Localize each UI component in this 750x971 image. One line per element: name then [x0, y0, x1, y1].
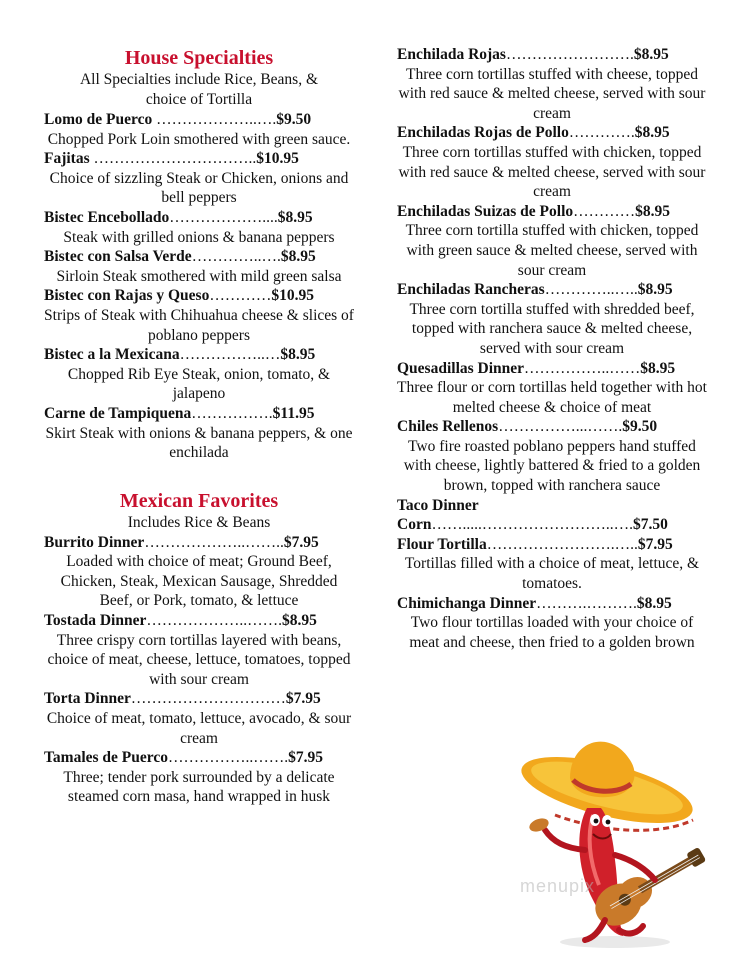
- leader-dots: ………………..….: [152, 111, 277, 128]
- item-price: $8.95: [280, 346, 316, 364]
- leader-dots: …………………….…..: [486, 535, 638, 553]
- menu-item: [44, 110, 354, 149]
- item-price: $9.50: [276, 111, 312, 128]
- item-name: Bistec con Rajas y Queso: [44, 287, 210, 305]
- item-price: $8.95: [633, 46, 669, 63]
- item-price: $7.95: [283, 533, 319, 551]
- leader-dots: ……….……….: [536, 594, 637, 612]
- leader-dots: ………………....: [169, 208, 278, 226]
- menu-item: [44, 611, 354, 689]
- item-name: Fajitas: [44, 150, 90, 168]
- leader-dots: …….....……………………..….: [431, 516, 633, 534]
- menu-item: [44, 247, 354, 286]
- item-name: Chimichanga Dinner: [397, 594, 537, 612]
- item-price: $9.50: [622, 418, 658, 436]
- leader-dots: ……………...…….: [498, 418, 623, 436]
- item-price: $8.95: [635, 202, 671, 220]
- leader-dots: ……………..…: [179, 346, 281, 364]
- menu-item: [44, 345, 354, 404]
- menu-item: [44, 689, 354, 748]
- menu-item: [397, 202, 707, 280]
- leader-dots: …………: [209, 287, 272, 305]
- item-name: Enchiladas Rancheras: [397, 281, 545, 299]
- item-description: Tortillas filled with a choice of meat, lettuce, & tomatoes.: [404, 555, 700, 593]
- leader-dots: …………………………: [130, 690, 286, 708]
- item-name: Bistec a la Mexicana: [44, 346, 180, 364]
- item-description: Two fire roasted poblano peppers hand stuffed with cheese, lightly battered & fried to a golden brown, topped with ranchera sauce: [403, 437, 701, 495]
- item-description: Three flour or corn tortillas held together with hot melted cheese & choice of meat: [397, 379, 707, 416]
- item-price: $8.95: [277, 208, 313, 226]
- chili-pepper-mariachi-icon: [515, 720, 715, 950]
- menu-item: [44, 404, 354, 463]
- item-description: Steak with grilled onions & banana peppers: [63, 228, 335, 246]
- item-name: Enchiladas Suizas de Pollo: [397, 202, 574, 220]
- watermark: menupix: [520, 876, 596, 896]
- menu-item: [397, 417, 707, 495]
- item-name: Carne de Tampiquena: [44, 404, 192, 422]
- item-description: Sirloin Steak smothered with mild green salsa: [56, 267, 342, 285]
- item-name: Corn: [397, 516, 432, 534]
- leader-dots: …………………….: [505, 46, 634, 63]
- item-name: Bistec con Salsa Verde: [44, 248, 192, 266]
- leader-dots: …………..…..: [544, 281, 638, 299]
- menu-item: [44, 286, 354, 345]
- item-price: $8.95: [636, 594, 672, 612]
- item-name: Enchilada Rojas: [397, 46, 506, 63]
- menu-item: [397, 280, 707, 358]
- item-name: Flour Tortilla: [397, 535, 487, 553]
- leader-dots: ………………..……..: [144, 533, 284, 551]
- item-description: Skirt Steak with onions & banana peppers, & one enchilada: [45, 424, 353, 462]
- item-name: Enchiladas Rojas de Pollo: [397, 124, 569, 142]
- section-title-house-specialties: House Specialties: [124, 47, 274, 69]
- item-name: Tostada Dinner: [44, 612, 147, 630]
- item-price: $7.50: [632, 516, 668, 534]
- item-description: Three crispy corn tortillas layered with beans, choice of meat, cheese, lettuce, tomatoes, topped with sour cream: [47, 631, 351, 688]
- leader-dots: ………………..…….: [146, 612, 282, 630]
- item-name: Lomo de Puerco: [44, 111, 153, 128]
- item-price: $8.95: [280, 248, 316, 266]
- menu-item: [44, 208, 354, 247]
- leader-dots: …………: [573, 202, 636, 220]
- item-name: Tamales de Puerco: [44, 749, 168, 767]
- leader-dots: ……………..…….: [168, 749, 289, 767]
- left-column: [44, 0, 354, 807]
- leader-dots: ………….: [568, 124, 635, 142]
- item-price: $7.95: [637, 535, 673, 553]
- item-price: $8.95: [640, 359, 676, 377]
- item-description: Loaded with choice of meat; Ground Beef, Chicken, Steak, Mexican Sausage, Shredded Beef, or Pork, tomato, & lettuce: [60, 553, 338, 610]
- right-column: [397, 0, 707, 652]
- item-name: Burrito Dinner: [44, 533, 145, 551]
- menu-item: [397, 45, 707, 123]
- leader-dots: …………………………..: [89, 150, 257, 168]
- menu-item: [44, 149, 354, 208]
- item-price: $10.95: [256, 150, 299, 168]
- item-price: $8.95: [634, 124, 670, 142]
- menu-item: [397, 123, 707, 201]
- item-description: Three corn tortilla stuffed with shredded beef, topped with ranchera sauce & melted cheese, served with sour cream: [409, 300, 695, 357]
- item-price: $10.95: [271, 287, 314, 305]
- item-description: Chopped Rib Eye Steak, onion, tomato, & jalapeno: [67, 365, 331, 403]
- item-description: Three corn tortillas stuffed with chicken, topped with red sauce & melted cheese, served with sour cream: [398, 143, 706, 201]
- leader-dots: …………..….: [191, 248, 281, 266]
- item-name: Bistec Encebollado: [44, 208, 170, 226]
- item-price: $7.95: [285, 690, 321, 708]
- mexican-favorites-note: Includes Rice & Beans: [127, 513, 271, 531]
- house-specialties-note: All Specialties include Rice, Beans, & choice of Tortilla: [79, 71, 319, 108]
- item-price: $11.95: [272, 404, 315, 422]
- taco-dinner-heading: Taco Dinner: [397, 496, 479, 514]
- item-description: Strips of Steak with Chihuahua cheese & slices of poblano peppers: [44, 306, 354, 344]
- item-description: Chopped Pork Loin smothered with green sauce.: [47, 130, 351, 148]
- item-description: Choice of meat, tomato, lettuce, avocado, & sour cream: [46, 710, 352, 747]
- menu-item: [397, 594, 707, 653]
- item-price: $8.95: [637, 281, 673, 299]
- item-price: $8.95: [281, 612, 317, 630]
- item-name: Chiles Rellenos: [397, 418, 499, 436]
- item-description: Three corn tortilla stuffed with chicken, topped with green sauce & melted cheese, served with sour cream: [405, 222, 699, 279]
- section-title-mexican-favorites: Mexican Favorites: [119, 489, 279, 512]
- item-name: Torta Dinner: [44, 690, 131, 708]
- item-description: Three; tender pork surrounded by a delicate steamed corn masa, hand wrapped in husk: [63, 768, 335, 806]
- menu-item: [44, 748, 354, 807]
- item-description: Two flour tortillas loaded with your choice of meat and cheese, then fried to a golden brown: [409, 614, 695, 651]
- leader-dots: ……………..……: [524, 359, 641, 377]
- menu-item: [44, 533, 354, 611]
- taco-dinner-section: [397, 496, 707, 594]
- leader-dots: …………….: [191, 404, 273, 422]
- item-name: Quesadillas Dinner: [397, 359, 525, 377]
- item-description: Choice of sizzling Steak or Chicken, onions and bell peppers: [49, 169, 349, 207]
- item-description: Three corn tortillas stuffed with cheese, topped with red sauce & melted cheese, served with sour cream: [398, 65, 706, 122]
- item-price: $7.95: [288, 749, 323, 767]
- menu-item: [397, 359, 707, 418]
